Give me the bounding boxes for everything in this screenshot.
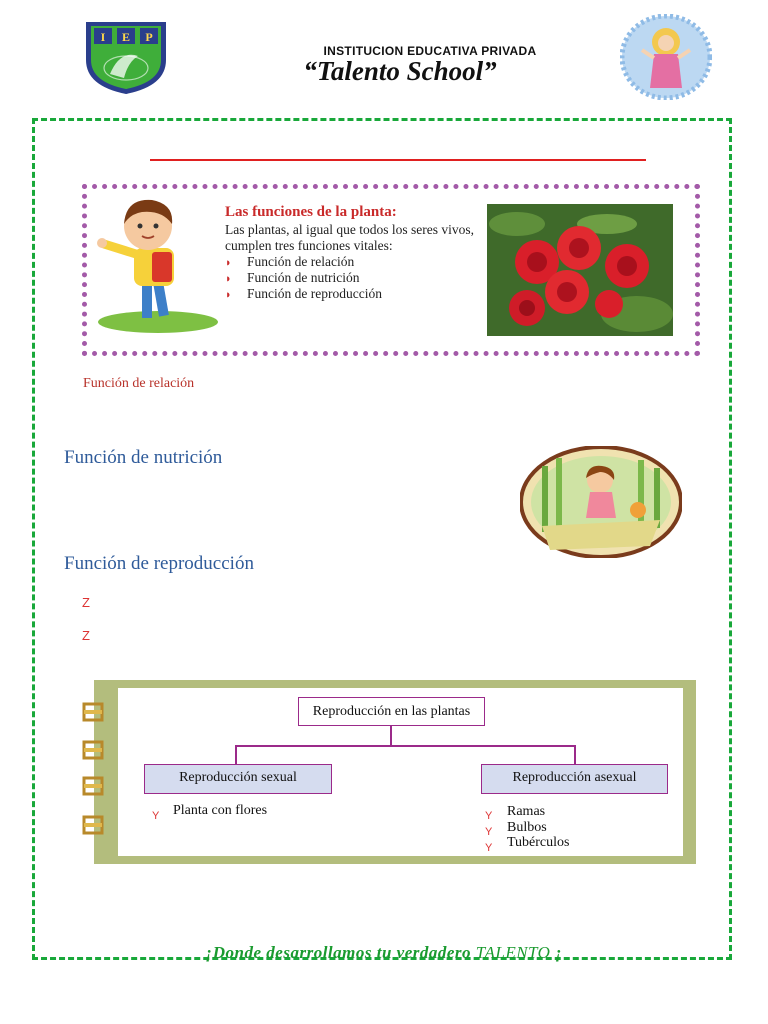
logo-letter-3: P bbox=[145, 30, 153, 44]
asexual-item: Tubérculos bbox=[507, 835, 570, 850]
logo-letter-1: I bbox=[100, 30, 106, 44]
school-title: “Talento School” bbox=[303, 56, 497, 86]
tree-connector bbox=[235, 745, 237, 764]
info-box-intro: Las plantas, al igual que todos los seres vivos, cumplen tres funciones vitales: bbox=[225, 222, 474, 253]
reproduction-heading: Función de reproducción bbox=[64, 553, 254, 574]
nutrition-heading: Función de nutrición bbox=[64, 447, 223, 468]
bullet-icon: ◗ bbox=[225, 273, 232, 285]
spiral-ring-icon bbox=[82, 814, 104, 836]
bullet-icon: Y bbox=[152, 810, 160, 822]
list-item: ◗ Función de nutrición bbox=[225, 270, 360, 285]
boy-illustration bbox=[96, 194, 220, 334]
list-item: ◗ Función de reproducción bbox=[225, 286, 382, 301]
plant-functions-list bbox=[225, 254, 487, 302]
diagram-root-node: Reproducción en las plantas bbox=[298, 697, 485, 726]
institution-label: INSTITUCION EDUCATIVA PRIVADA bbox=[323, 44, 537, 58]
sexual-item: Planta con flores bbox=[173, 803, 268, 818]
spiral-ring-icon bbox=[82, 739, 104, 761]
girl-illustration bbox=[520, 446, 682, 558]
asexual-item: Bulbos bbox=[507, 820, 547, 835]
bullet-icon: ◗ bbox=[225, 257, 232, 269]
list-item: ◗ Función de relación bbox=[225, 254, 355, 269]
asexual-reproduction-node: Reproducción asexual bbox=[481, 764, 668, 794]
school-logo bbox=[80, 16, 172, 96]
z-bullet: Z bbox=[82, 595, 90, 610]
bullet-icon: Y bbox=[485, 826, 493, 838]
bullet-icon: ◗ bbox=[225, 289, 232, 301]
footer-highlight: TALENTO bbox=[475, 943, 551, 962]
z-bullet: Z bbox=[82, 628, 90, 643]
tree-connector bbox=[390, 726, 392, 746]
religious-medal-image bbox=[620, 14, 712, 100]
tree-connector bbox=[574, 745, 576, 764]
bullet-icon: Y bbox=[485, 842, 493, 854]
roses-photo bbox=[487, 204, 673, 336]
spiral-ring-icon bbox=[82, 775, 104, 797]
title-underline bbox=[150, 159, 646, 161]
spiral-ring-icon bbox=[82, 701, 104, 723]
logo-letter-2: E bbox=[121, 30, 131, 44]
relation-label: Función de relación bbox=[83, 376, 195, 391]
asexual-item: Ramas bbox=[507, 804, 546, 819]
footer-slogan: ¡Donde desarrollamos tu verdadero TALENTO ¡ bbox=[205, 943, 563, 962]
sexual-reproduction-node: Reproducción sexual bbox=[144, 764, 332, 794]
info-box-title: Las funciones de la planta: bbox=[225, 204, 397, 220]
tree-connector bbox=[235, 745, 576, 747]
bullet-icon: Y bbox=[485, 810, 493, 822]
